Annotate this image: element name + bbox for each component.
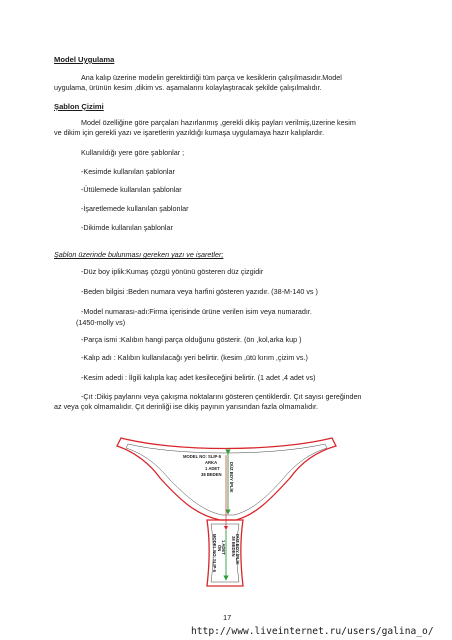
list-item: -Kesim adedi : İlgili kalıpla kaç adet kesileceğini belirtir. (1 adet ,4 adet vs) bbox=[81, 373, 316, 382]
back-label-part: ARKA bbox=[205, 460, 218, 465]
front-grain-label: DÜZ BOY İPLİK bbox=[235, 534, 240, 565]
list-item: -Kesimde kullanılan şablonlar bbox=[81, 167, 175, 176]
list-item-continuation: az veya çok olmamalıdır. Çıt derinliği ise dikiş payının yarısından fazla olmamalıdır. bbox=[54, 402, 319, 411]
list-item: -Parça ismi :Kalıbın hangi parça olduğunu gösterir. (ön ,kol,arka kup ) bbox=[81, 335, 302, 344]
list-item: -Ütülemede kullanılan şablonlar bbox=[81, 185, 182, 194]
list-item: -Dikimde kullanılan şablonlar bbox=[81, 223, 173, 232]
front-label-count: 1 ADET bbox=[221, 540, 226, 555]
footer-url: http://www.liveinternet.ru/users/galina_o/ bbox=[191, 626, 434, 637]
paragraph-line: Ana kalıp üzerine modelin gerektirdiği tüm parça ve kesiklerin çalışılmasıdır.Model bbox=[81, 73, 342, 82]
back-piece-seam bbox=[126, 444, 327, 515]
list-item-continuation: (1450-molly vs) bbox=[76, 318, 126, 327]
list-item: -Kalıp adı : Kalıbın kullanılacağı yeri belirtir. (kesim ,ütü kırım ,çizim vs.) bbox=[81, 353, 308, 362]
list-item: -Çıt :Dikiş paylarını veya çakışma noktalarını gösteren çentiklerdir. Çıt sayısı gereğinden bbox=[81, 392, 362, 401]
paragraph-line: Model özelliğine göre parçaları hazırlanmış ,gerekli dikiş payları verilmiş,üzerine kesim bbox=[81, 118, 356, 127]
back-label-size: 38 BEDEN bbox=[201, 472, 222, 477]
front-label-size: 38 BEDEN bbox=[231, 536, 236, 557]
page-number: 17 bbox=[223, 613, 232, 622]
back-piece-outline bbox=[117, 438, 336, 520]
heading-model-uygulama: Model Uygulama bbox=[54, 55, 115, 64]
list-item: -Model numarası-adı:Firma içerisinde ürüne verilen isim veya numaradır. bbox=[81, 307, 312, 316]
paragraph-line: uygulama, ürünün kesim ,dikim vs. aşamalarını kolaylaştıracak şekilde çalışılmalıdır. bbox=[54, 83, 322, 92]
heading-yazi-isaretler: Şablon üzerinde bulunması gereken yazı ve işaretler; bbox=[54, 250, 224, 259]
paragraph-line: ve dikim için gerekli yazı ve işaretlerin yazıldığı kumaşa uygulamaya hazır kalıplardır. bbox=[54, 128, 325, 137]
list-intro: Kullanıldığı yere göre şablonlar ; bbox=[81, 148, 185, 157]
list-item: -Düz boy iplik:Kumaş çözgü yönünü gösteren düz çizgidir bbox=[81, 267, 264, 276]
front-label-model: MODEL NO: SLIP-5 bbox=[212, 534, 217, 573]
back-label-count: 1 ADET bbox=[205, 466, 220, 471]
list-item: -Beden bilgisi :Beden numara veya harfini gösteren yazıdır. (38-M-140 vs ) bbox=[81, 287, 318, 296]
back-label-model: MODEL NO: SLIP-5 bbox=[183, 454, 222, 459]
list-item: -İşaretlemede kullanılan şablonlar bbox=[81, 204, 189, 213]
back-grain-label: DÜZ BOY İPLİK bbox=[229, 462, 234, 493]
front-label-part: ÖN bbox=[217, 545, 222, 552]
heading-sablon-cizimi: Şablon Çizimi bbox=[54, 102, 104, 111]
